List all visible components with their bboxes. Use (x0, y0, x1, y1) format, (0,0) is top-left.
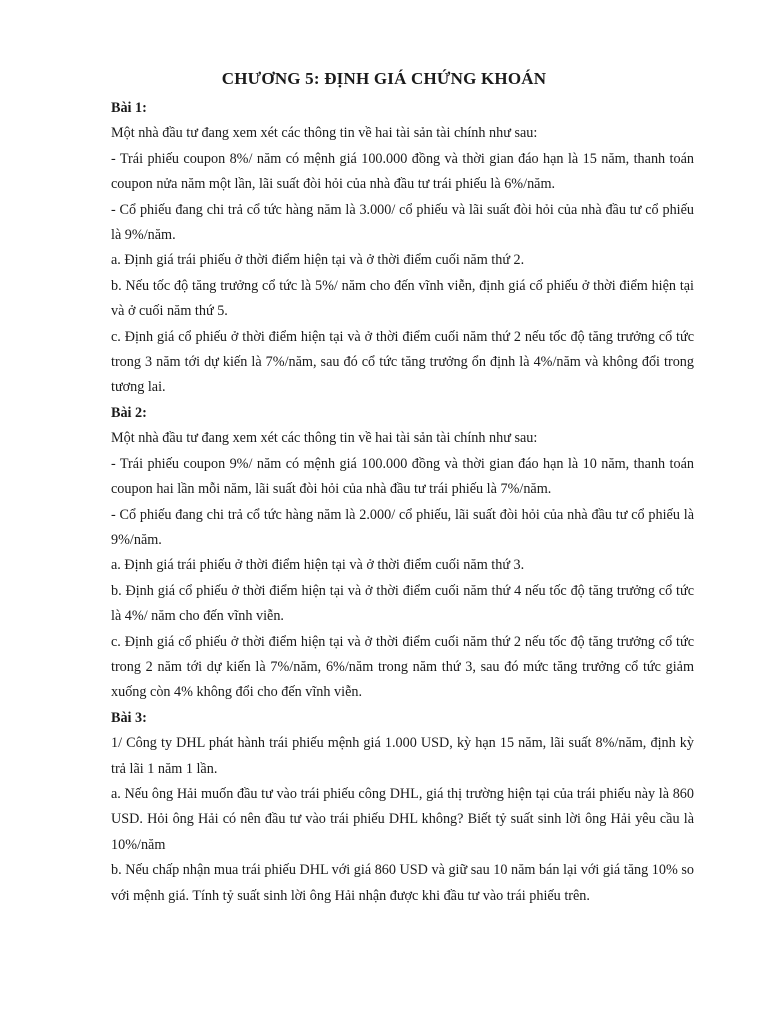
paragraph: Một nhà đầu tư đang xem xét các thông tin về hai tài sản tài chính như sau: (111, 430, 538, 447)
paragraph: b. Định giá cổ phiếu ở thời điểm hiện tại và ở thời điểm cuối năm thứ 4 nếu tốc độ tăng trưởng cổ tức là 4%/ năm cho đến vĩnh viễn. (111, 582, 694, 625)
paragraph: Một nhà đầu tư đang xem xét các thông tin về hai tài sản tài chính như sau: (111, 125, 538, 142)
paragraph: a. Định giá trái phiếu ở thời điểm hiện tại và ở thời điểm cuối năm thứ 2. (111, 252, 525, 269)
paragraph: b. Nếu tốc độ tăng trưởng cổ tức là 5%/ năm cho đến vĩnh viễn, định giá cổ phiếu ở thời điểm hiện tại và ở cuối năm thứ 5. (111, 277, 694, 320)
section-heading-bai-1: Bài 1: (111, 100, 147, 116)
paragraph: 1/ Công ty DHL phát hành trái phiếu mệnh giá 1.000 USD, kỳ hạn 15 năm, lãi suất 8%/năm, định kỳ trả lãi 1 năm 1 lần. (111, 735, 694, 777)
paragraph: - Cổ phiếu đang chi trả cổ tức hàng năm là 3.000/ cổ phiếu và lãi suất đòi hỏi của nhà đầu tư cổ phiếu là 9%/năm. (111, 201, 694, 244)
paragraph: a. Nếu ông Hải muốn đầu tư vào trái phiếu công DHL, giá thị trường hiện tại của trái phiếu này là 860 USD. Hỏi ông Hải có nên đầu tư vào trái phiếu DHL không? Biết tỷ suất sinh lời ông Hải yêu cầu là 10%/năm (111, 785, 694, 853)
paragraph: c. Định giá cổ phiếu ở thời điểm hiện tại và ở thời điểm cuối năm thứ 2 nếu tốc độ tăng trưởng cổ tức trong 2 năm tới dự kiến là 7%/năm, 6%/năm trong năm thứ 3, sau đó mức tăng trưởng cổ tức giảm xuống còn 4% không đổi cho đến vĩnh viễn. (111, 633, 694, 701)
page-title: CHƯƠNG 5: ĐỊNH GIÁ CHỨNG KHOÁN (221, 69, 547, 88)
paragraph: b. Nếu chấp nhận mua trái phiếu DHL với giá 860 USD và giữ sau 10 năm bán lại với giá tăng 10% so với mệnh giá. Tính tỷ suất sinh lời ông Hải nhận được khi đầu tư vào trái phiếu trên. (111, 862, 694, 904)
document-body (111, 96, 694, 909)
section-heading-bai-3: Bài 3: (111, 709, 147, 726)
paragraph: - Cổ phiếu đang chi trả cổ tức hàng năm là 2.000/ cổ phiếu, lãi suất đòi hỏi của nhà đầu tư cổ phiếu là 9%/năm. (111, 506, 694, 548)
section-heading-bai-2: Bài 2: (111, 404, 147, 421)
paragraph: a. Định giá trái phiếu ở thời điểm hiện tại và ở thời điểm cuối năm thứ 3. (111, 557, 525, 574)
paragraph: - Trái phiếu coupon 8%/ năm có mệnh giá 100.000 đồng và thời gian đáo hạn là 15 năm, thanh toán coupon nửa năm một lần, lãi suất đòi hỏi của nhà đầu tư trái phiếu là 6%/năm. (111, 150, 694, 193)
paragraph: - Trái phiếu coupon 9%/ năm có mệnh giá 100.000 đồng và thời gian đáo hạn là 10 năm, thanh toán coupon hai lần mỗi năm, lãi suất đòi hỏi của nhà đầu tư trái phiếu là 7%/năm. (111, 455, 694, 498)
paragraph: c. Định giá cổ phiếu ở thời điểm hiện tại và ở thời điểm cuối năm thứ 2 nếu tốc độ tăng trưởng cổ tức trong 3 năm tới dự kiến là 7%/năm, sau đó cổ tức tăng trưởng ổn định là 4%/năm và không đổi trong tương lai. (111, 328, 694, 396)
